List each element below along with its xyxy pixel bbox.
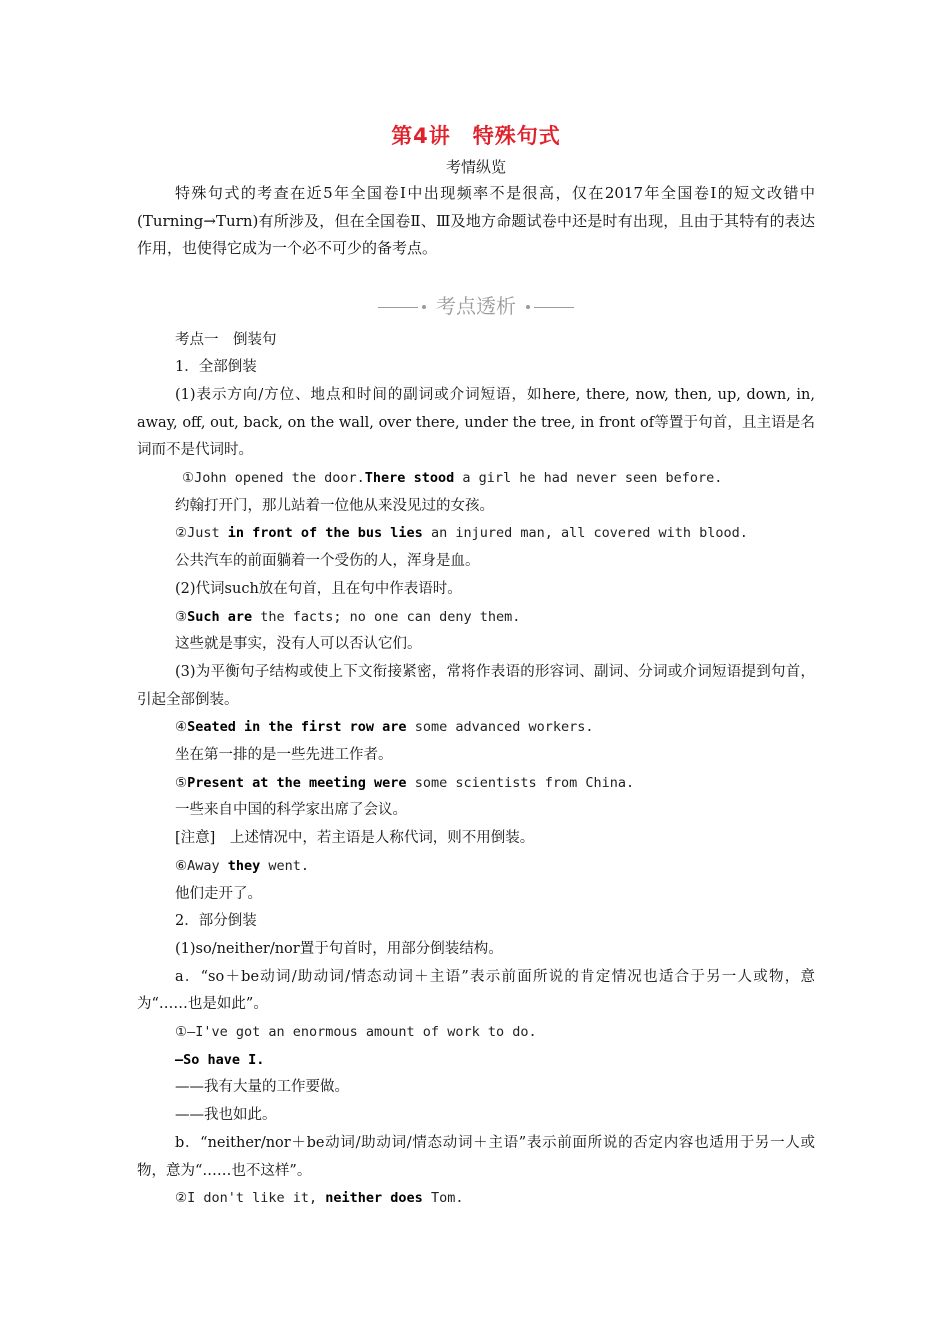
document-page [137,118,815,1213]
example-translation: 这些就是事实，没有人可以否认它们。 [175,636,422,653]
example-text: some scientists from China. [406,774,635,791]
example-text: ②I don't like it, [175,1190,326,1207]
example-highlight: they [227,857,261,874]
example-text: went. [260,857,310,874]
example-sentence [137,1185,815,1213]
example-sentence [137,770,815,798]
example-translation: 约翰打开门，那儿站着一位他从来没见过的女孩。 [175,497,494,514]
banner-line-left [378,307,418,308]
example-text: ⑤ [175,774,188,791]
section-heading: 考点一 倒装句 [175,331,277,348]
example-highlight: Present at the meeting were [187,774,407,791]
example-highlight: Seated in the first row are [187,719,407,736]
example-text: the facts; no one can deny them. [252,608,521,625]
example-highlight: There stood [364,470,455,487]
example-text: an injured man, all covered with blood. [422,525,748,542]
example-translation: 一些来自中国的科学家出席了会议。 [175,802,407,819]
rule-text: b．“neither/nor＋be动词/助动词/情态动词＋主语”表示前面所说的否定内容也适用于另一人或物，意为“……也不这样”。 [137,1134,815,1179]
example-text: ②Just [175,525,228,542]
subsection-heading: 1．全部倒装 [175,359,257,376]
example-sentence [137,1019,815,1047]
rule-text: a．“so＋be动词/助动词/情态动词＋主语”表示前面所说的肯定情况也适合于另一人或物，意为“……也是如此”。 [137,968,815,1013]
rule-text: (2)代词such放在句首，且在句中作表语时。 [175,580,462,597]
rule-text: (3)为平衡句子结构或使上下文衔接紧密，常将作表语的形容词、副词、分词或介词短语提到句首，引起全部倒装。 [137,663,815,708]
page-title: 第4讲 特殊句式 [391,124,561,148]
example-text: Tom. [422,1190,464,1207]
example-text: ⑥Away [175,857,228,874]
rule-text: (1)so/neither/nor置于句首时，用部分倒装结构。 [175,940,503,957]
banner-label: 考点透析 [436,293,516,318]
example-highlight: neither does [325,1190,423,1207]
example-translation: 坐在第一排的是一些先进工作者。 [175,747,393,764]
example-translation: 公共汽车的前面躺着一个受伤的人，浑身是血。 [175,553,480,570]
section-banner [137,291,815,321]
example-text: ①—I've got an enormous amount of work to do. [175,1024,537,1041]
example-translation: ——我有大量的工作要做。 [175,1079,349,1096]
example-translation: ——我也如此。 [175,1107,277,1124]
example-sentence [137,853,815,881]
example-highlight: Such are [187,608,253,625]
intro-paragraph: 特殊句式的考查在近5年全国卷Ⅰ中出现频率不是很高，仅在2017年全国卷Ⅰ的短文改错中(Turning→Turn)有所涉及，但在全国卷Ⅱ、Ⅲ及地方命题试卷中还是时有出现，且由于其特有的表达作用，也使得它成为一个必不可少的备考点。 [137,184,815,257]
note-text: [注意] 上述情况中，若主语是人称代词，则不用倒装。 [175,830,535,847]
example-text: ①John opened the door. [182,470,365,487]
subsection-heading: 2．部分倒装 [175,913,257,930]
example-sentence [137,604,815,632]
example-sentence [137,520,815,548]
banner-dot-left [422,305,426,309]
page-subtitle: 考情纵览 [445,158,506,176]
example-text: some advanced workers. [406,719,594,736]
example-translation: 他们走开了。 [175,885,262,902]
example-text: a girl he had never seen before. [454,470,723,487]
example-highlight: —So have I. [175,1051,265,1068]
banner-dot-right [526,305,530,309]
rule-text: (1)表示方向/方位、地点和时间的副词或介词短语，如here, there, now, then, up, down, in, away, off, out, back, on the wall, over there, under the tree, in front of等置于句首，且主语是名词而不是代词时。 [137,386,815,459]
example-text: ④ [175,719,188,736]
banner-line-right [534,307,574,308]
example-sentence [137,714,815,742]
example-text: ③ [175,608,188,625]
example-highlight: in front of the bus lies [227,525,423,542]
example-sentence [137,465,815,493]
example-sentence [137,1047,815,1075]
